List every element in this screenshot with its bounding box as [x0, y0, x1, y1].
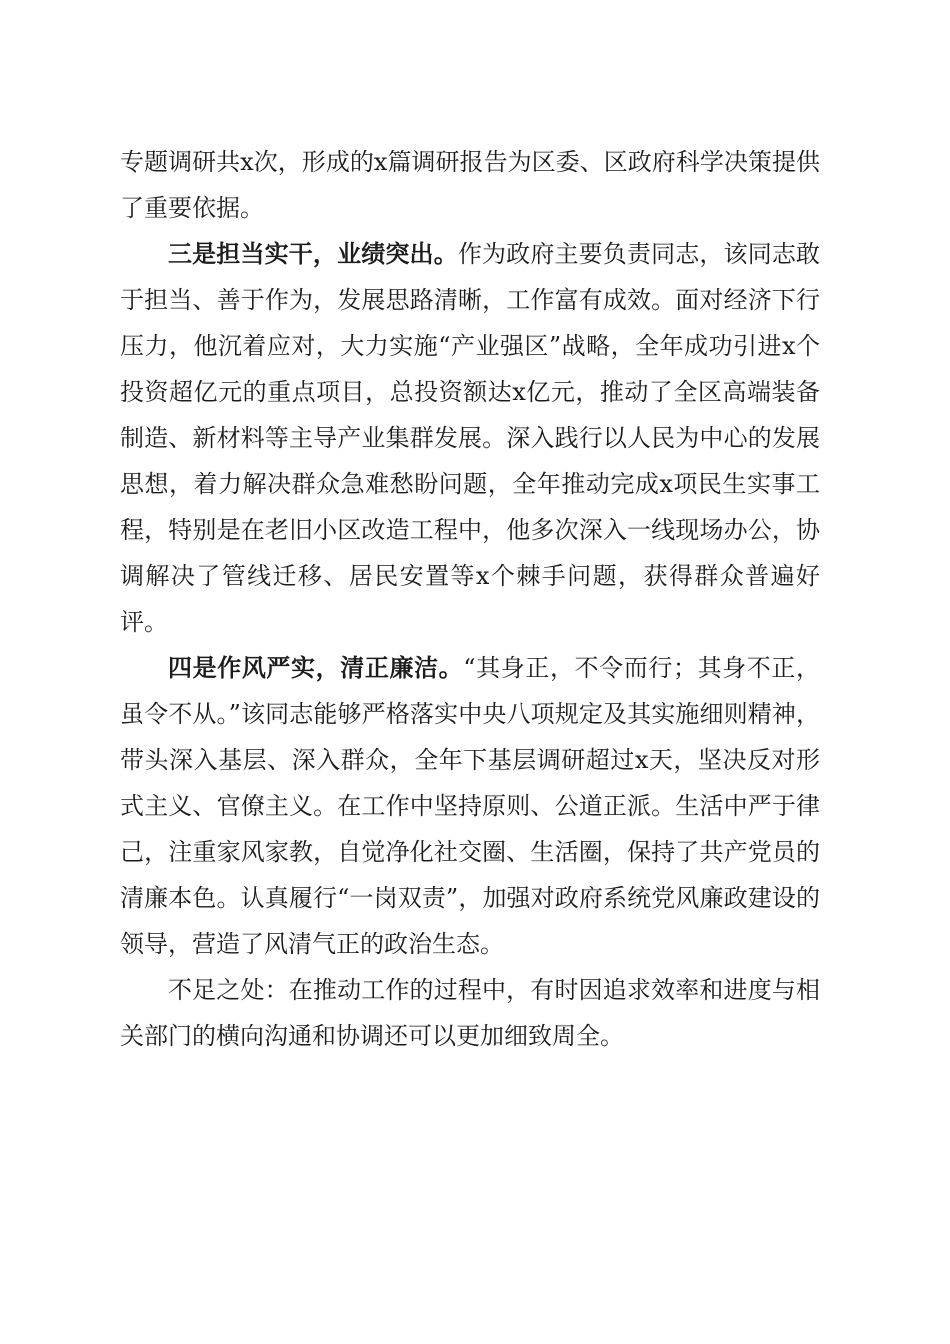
paragraph-text: 不足之处：在推动工作的过程中，有时因追求效率和进度与相关部门的横向沟通和协调还可以更加细致周全。 — [120, 976, 820, 1050]
paragraph-shortcomings — [120, 967, 820, 1059]
paragraph-text: 作为政府主要负责同志，该同志敢于担当、善于作为，发展思路清晰，工作富有成效。面对经济下行压力，他沉着应对，大力实施“产业强区”战略，全年成功引进x个投资超亿元的重点项目，总投资额达x亿元，推动了全区高端装备制造、新材料等主导产业集群发展。深入践行以人民为中心的发展思想，着力解决群众急难愁盼问题，全年推动完成x项民生实事工程，特别是在老旧小区改造工程中，他多次深入一线现场办公，协调解决了管线迁移、居民安置等x个棘手问题，获得群众普遍好评。 — [120, 240, 821, 636]
paragraph-lead: 三是担当实干，业绩突出。 — [168, 239, 458, 268]
paragraph-integrity — [120, 645, 820, 967]
paragraph-performance — [120, 231, 820, 645]
document-body — [120, 139, 820, 1059]
paragraph-text: “其身正，不令而行；其身不正，虽令不从。”该同志能够严格落实中央八项规定及其实施细则精神，带头深入基层、深入群众，全年下基层调研超过x天，坚决反对形式主义、官僚主义。在工作中坚持原则、公道正派。生活中严于律己，注重家风家教，自觉净化社交圈、生活圈，保持了共产党员的清廉本色。认真履行“一岗双责”，加强对政府系统党风廉政建设的领导，营造了风清气正的政治生态。 — [120, 654, 820, 958]
paragraph-lead: 四是作风严实，清正廉洁。 — [168, 653, 464, 682]
paragraph-text: 专题调研共x次，形成的x篇调研报告为区委、区政府科学决策提供了重要依据。 — [120, 148, 820, 222]
paragraph-continuation — [120, 139, 820, 231]
